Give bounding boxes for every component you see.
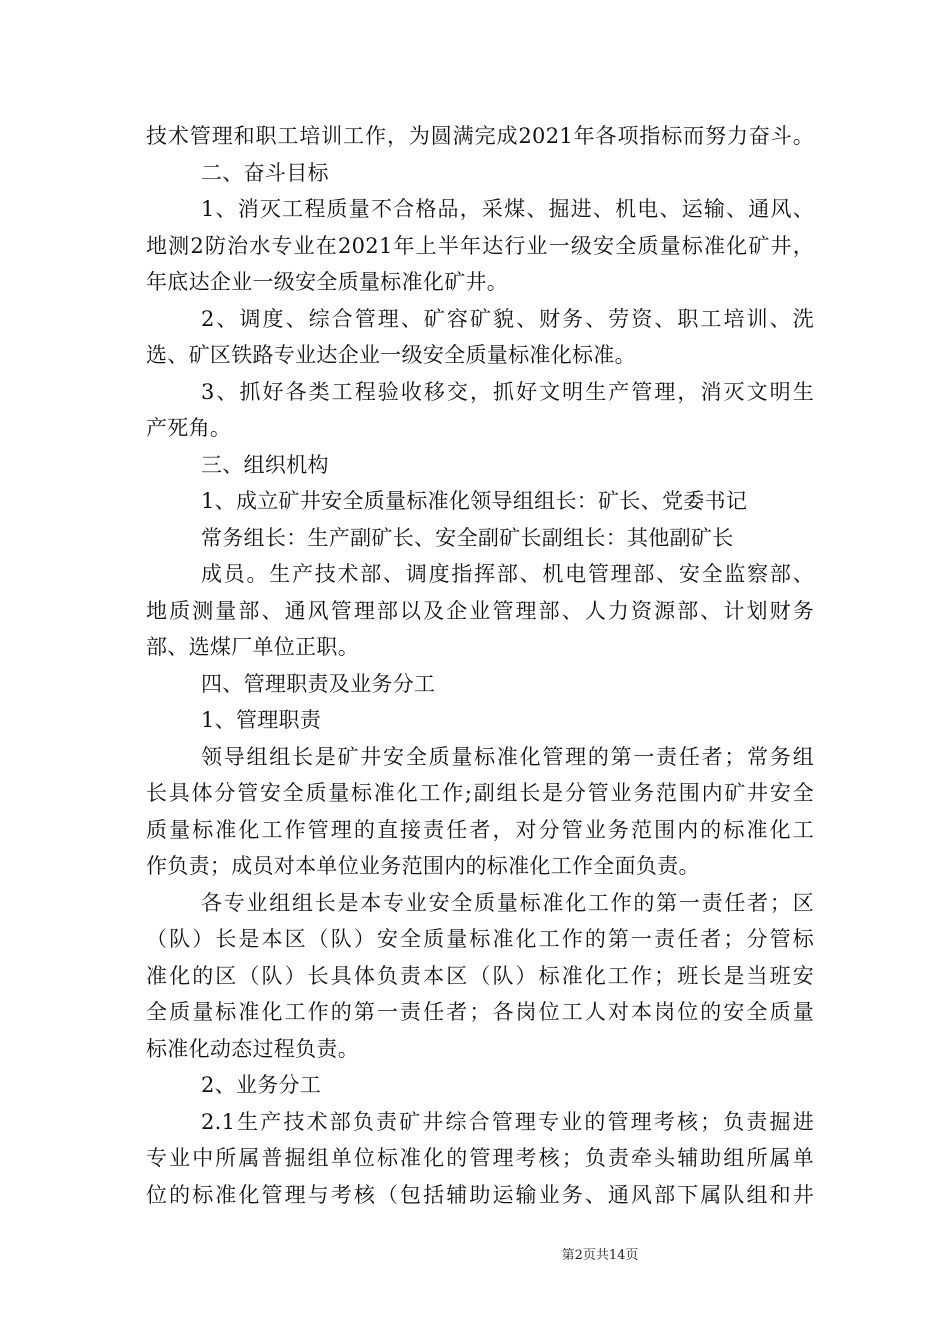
text-line: （队）长是本区（队）安全质量标准化工作的第一责任者；分管标 [146,927,814,951]
page-number-footer: 第2页共14页 [561,1248,639,1263]
text-line: 常务组长：生产副矿长、安全副矿长副组长：其他副矿长 [201,525,734,550]
text-line: 领导组组长是矿井安全质量标准化管理的第一责任者；常务组 [201,744,814,769]
text-line: 长具体分管安全质量标准化工作;副组长是分管业务范围内矿井安全 [146,781,814,805]
section-heading: 三、组织机构 [201,452,329,477]
text-line: 产死角。 [146,416,232,440]
text-line: 质量标准化工作管理的直接责任者，对分管业务范围内的标准化工 [146,817,814,842]
section-heading: 二、奋斗目标 [201,160,329,185]
subsection-heading: 1、管理职责 [201,708,322,732]
text-line: 1、消灭工程质量不合格品，采煤、掘进、机电、运输、通风、 [201,197,814,221]
subsection-heading: 2、业务分工 [201,1073,322,1097]
text-line: 作负责；成员对本单位业务范围内的标准化工作全面负责。 [146,854,700,878]
text-line: 位的标准化管理与考核（包括辅助运输业务、通风部下属队组和井 [146,1182,814,1207]
text-line: 技术管理和职工培训工作，为圆满完成2021年各项指标而努力奋斗。 [146,124,814,148]
text-line: 3、抓好各类工程验收移交，抓好文明生产管理，消灭文明生 [201,379,814,404]
text-line: 各专业组组长是本专业安全质量标准化工作的第一责任者；区 [201,890,814,915]
text-line: 2、调度、综合管理、矿容矿貌、财务、劳资、职工培训、洗 [201,306,814,331]
text-line: 专业中所属普掘组单位标准化的管理考核；负责牵头辅助组所属单 [146,1146,814,1170]
document-body [146,118,814,1213]
text-line: 地测2防治水专业在2021年上半年达行业一级安全质量标准化矿井， [146,233,814,258]
text-line: 选、矿区铁路专业达企业一级安全质量标准化标准。 [146,343,636,367]
text-line: 成员。生产技术部、调度指挥部、机电管理部、安全监察部、 [201,562,814,586]
text-line: 2.1生产技术部负责矿井综合管理专业的管理考核；负责掘进 [201,1109,814,1134]
text-line: 全质量标准化工作的第一责任者；各岗位工人对本岗位的安全质量 [146,1000,814,1024]
text-line: 1、成立矿井安全质量标准化领导组组长：矿长、党委书记 [201,489,748,513]
text-line: 年底达企业一级安全质量标准化矿井。 [146,270,509,294]
text-line: 部、选煤厂单位正职。 [146,635,359,659]
text-line: 地质测量部、通风管理部以及企业管理部、人力资源部、计划财务 [146,598,814,623]
text-line: 准化的区（队）长具体负责本区（队）标准化工作；班长是当班安 [146,963,814,988]
section-heading: 四、管理职责及业务分工 [201,671,436,696]
text-line: 标准化动态过程负责。 [146,1036,359,1061]
